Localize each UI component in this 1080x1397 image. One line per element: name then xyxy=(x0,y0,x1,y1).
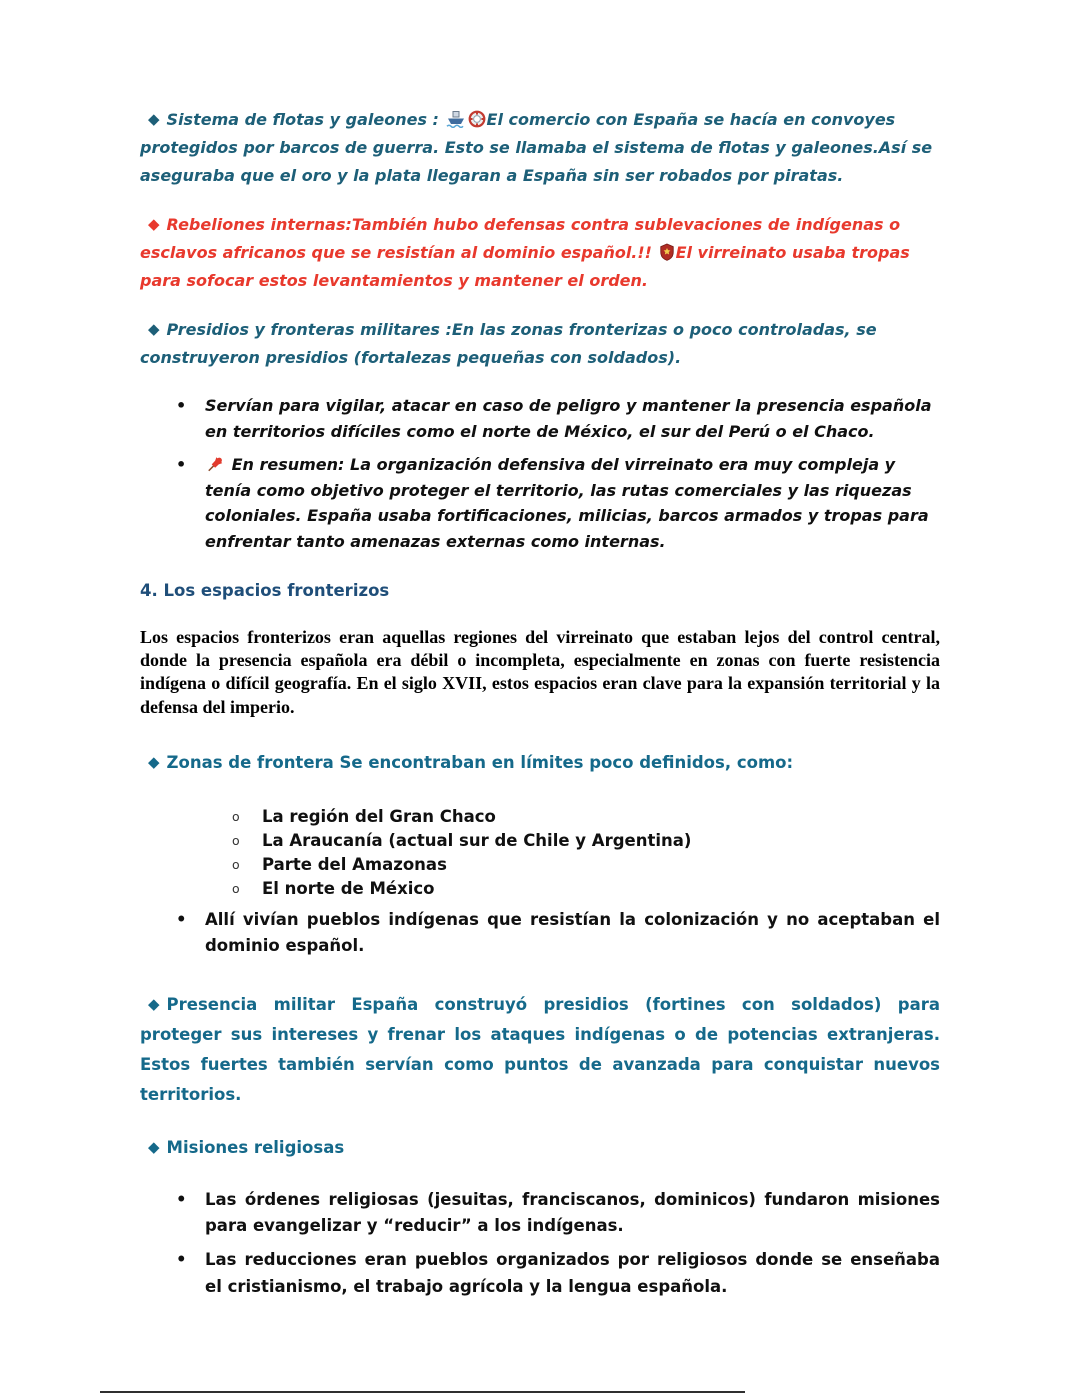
bullet-dot-icon: • xyxy=(176,455,187,475)
circle-bullet-icon: o xyxy=(232,880,240,896)
list-item-servian xyxy=(176,393,940,444)
en-resumen-lead: En resumen: xyxy=(231,455,345,475)
list-item-en-resumen xyxy=(176,452,940,554)
presencia-text: Presencia militar España construyó presidios (fortines con soldados) para proteger sus intereses y frenar los ataques indígenas o de potencias extranjeras. Estos fuertes también servían como puntos de avanzada para conquistar nuevos territorios. xyxy=(140,994,940,1104)
rebeliones-text-2: El virreinato usaba tropas para sofocar estos levantamientos y mantener el orden. xyxy=(140,243,910,290)
diamond-bullet-icon: ◆ xyxy=(148,994,160,1013)
sublist-item-text: La Araucanía (actual sur de Chile y Argentina) xyxy=(262,831,692,851)
diamond-bullet-icon: ◆ xyxy=(148,753,160,772)
list-item-text: Las reducciones eran pueblos organizados por religiosos donde se enseñaba el cristianismo, el trabajo agrícola y la lengua española. xyxy=(205,1250,940,1296)
flotas-lead-text: Sistema de flotas y galeones : xyxy=(166,110,439,129)
presidios-text: Presidios y fronteras militares :En las zonas fronterizas o poco controladas, se construyeron presidios (fortalezas pequeñas con soldados). xyxy=(140,320,877,367)
pushpin-icon xyxy=(206,452,225,478)
flotas-body-text: El comercio con España se hacía en convoyes protegidos por barcos de guerra. Esto se llamaba el sistema de flotas y galeones.Así se aseguraba que el oro y la plata llegaran a España sin ser robados por piratas. xyxy=(140,110,933,185)
ship-icon xyxy=(446,106,466,134)
diamond-bullet-icon: ◆ xyxy=(148,110,160,128)
diamond-bullet-icon: ◆ xyxy=(148,215,160,233)
misiones-heading-text: Misiones religiosas xyxy=(166,1137,345,1157)
frontier-zones-sublist xyxy=(232,805,940,901)
defense-bullet-list xyxy=(176,393,940,555)
sublist-item-amazonas xyxy=(232,853,940,877)
missions-bullet-list xyxy=(176,1187,940,1301)
list-item-text: Las órdenes religiosas (jesuitas, franciscanos, dominicos) fundaron misiones para evangelizar y “reducir” a los indígenas. xyxy=(205,1189,940,1236)
paragraph-zonas-frontera xyxy=(140,749,940,777)
section-intro-paragraph: Los espacios fronterizos eran aquellas regiones del virreinato que estaban lejos del control central, donde la presencia española era débil o incompleta, especialmente en zonas con fuerte resistencia indígena o difícil geografía. En el siglo XVII, estos espacios eran clave para la expansión territorial y la defensa del imperio. xyxy=(140,626,940,717)
list-item-text xyxy=(205,452,940,554)
diamond-bullet-icon: ◆ xyxy=(148,320,160,338)
diamond-bullet-icon: ◆ xyxy=(148,1137,160,1156)
lifebuoy-icon xyxy=(468,106,486,134)
sublist-item-text: El norte de México xyxy=(262,878,435,898)
paragraph-rebeliones-internas xyxy=(140,211,940,295)
section-heading-espacios-fronterizos: 4. Los espacios fronterizos xyxy=(140,580,390,600)
sublist-item-text: La región del Gran Chaco xyxy=(262,807,496,827)
shield-icon xyxy=(659,239,675,267)
list-item-text: Allí vivían pueblos indígenas que resistían la colonización y no aceptaban el dominio español. xyxy=(205,909,940,956)
circle-bullet-icon: o xyxy=(232,833,240,849)
circle-bullet-icon: o xyxy=(232,809,240,825)
paragraph-flotas-galeones xyxy=(140,106,940,190)
paragraph-misiones-religiosas xyxy=(140,1138,940,1157)
sublist-item-text: Parte del Amazonas xyxy=(262,855,447,875)
list-item-alli-vivian xyxy=(176,907,940,960)
indigenous-note-list xyxy=(176,907,940,960)
list-item-text: Servían para vigilar, atacar en caso de peligro y mantener la presencia española en territorios difíciles como el norte de México, el sur del Perú o el Chaco. xyxy=(205,396,932,441)
bullet-dot-icon: • xyxy=(176,1250,187,1270)
bullet-dot-icon: • xyxy=(176,1189,187,1209)
paragraph-presencia-militar xyxy=(140,990,940,1110)
list-item-reducciones xyxy=(176,1247,940,1300)
paragraph-presidios-fronteras xyxy=(140,316,940,372)
page-bottom-rule xyxy=(100,1391,745,1393)
rebeliones-text-1: Rebeliones internas:También hubo defensas contra sublevaciones de indígenas o esclavos africanos que se resistían al dominio español.!! xyxy=(140,215,901,262)
bullet-dot-icon: • xyxy=(176,909,187,929)
zonas-lead-text: Zonas de frontera Se encontraban en límites poco definidos, como: xyxy=(166,753,794,773)
sublist-item-gran-chaco xyxy=(232,805,940,829)
circle-bullet-icon: o xyxy=(232,857,240,873)
list-item-ordenes xyxy=(176,1187,940,1240)
sublist-item-norte-mexico xyxy=(232,877,940,901)
en-resumen-body: La organización defensiva del virreinato era muy compleja y tenía como objetivo proteger el territorio, las rutas comerciales y las riquezas coloniales. España usaba fortificaciones, milicias, barcos armados y tropas para enfrentar tanto amenazas externas como internas. xyxy=(205,455,929,551)
sublist-item-araucania xyxy=(232,829,940,853)
bullet-dot-icon: • xyxy=(176,396,187,415)
